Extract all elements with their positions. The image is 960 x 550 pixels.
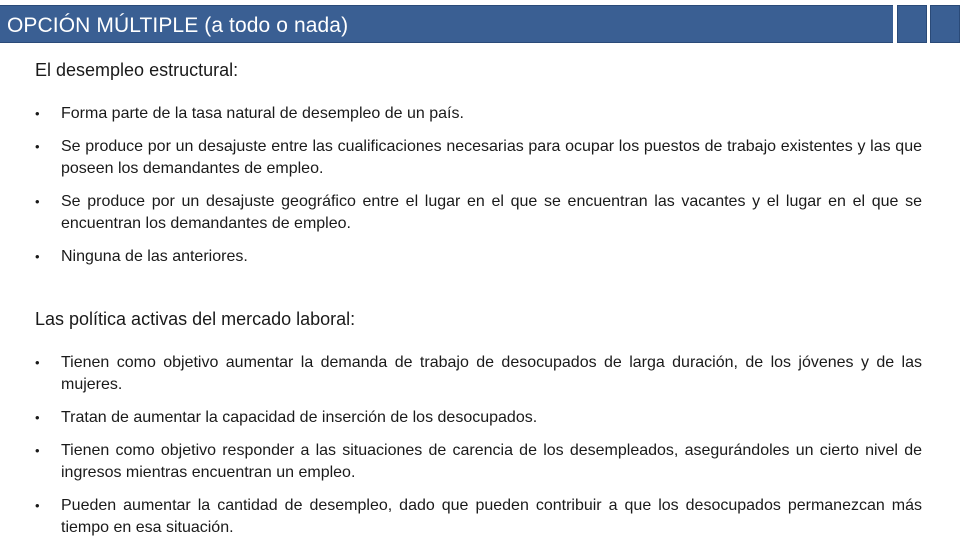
question-2-option-1 xyxy=(35,352,922,396)
header-decor-block-1 xyxy=(897,5,927,43)
bullet: • xyxy=(35,498,40,513)
bullet: • xyxy=(35,194,40,209)
option-text: Pueden aumentar la cantidad de desempleo, dado que pueden contribuir a que los desocupados permanezcan más tiempo en esa situación. xyxy=(61,497,922,536)
question-2-options xyxy=(35,352,922,539)
question-1-option-2 xyxy=(35,136,922,180)
bullet: • xyxy=(35,410,40,425)
question-1-option-1 xyxy=(35,103,922,125)
question-2-title: Las política activas del mercado laboral: xyxy=(35,309,356,329)
bullet: • xyxy=(35,443,40,458)
option-text: Se produce por un desajuste geográfico entre el lugar en el que se encuentran las vacantes y el lugar en el que se encuentran los demandantes de empleo. xyxy=(61,193,922,232)
option-text: Tienen como objetivo responder a las situaciones de carencia de los desempleados, asegurándoles un cierto nivel de ingresos mientras encuentran un empleo. xyxy=(61,442,922,481)
question-2-option-3 xyxy=(35,440,922,484)
option-text: Tienen como objetivo aumentar la demanda de trabajo de desocupados de larga duración, de los jóvenes y de las mujeres. xyxy=(61,354,922,393)
bullet: • xyxy=(35,249,40,264)
option-text: Se produce por un desajuste entre las cualificaciones necesarias para ocupar los puestos de trabajo existentes y las que poseen los demandantes de empleo. xyxy=(61,138,922,177)
option-text: Forma parte de la tasa natural de desempleo de un país. xyxy=(61,105,464,122)
question-2-option-4 xyxy=(35,495,922,539)
question-2 xyxy=(35,308,922,550)
question-1-option-3 xyxy=(35,191,922,235)
question-1-title: El desempleo estructural: xyxy=(35,60,239,80)
option-text: Ninguna de las anteriores. xyxy=(61,248,248,265)
bullet: • xyxy=(35,106,40,121)
bullet: • xyxy=(35,139,40,154)
bullet: • xyxy=(35,355,40,370)
header-decor-block-2 xyxy=(930,5,960,43)
question-1-options xyxy=(35,103,922,268)
page-title: OPCIÓN MÚLTIPLE (a todo o nada) xyxy=(7,14,349,37)
header-bar xyxy=(0,5,893,43)
question-2-option-2 xyxy=(35,407,922,429)
question-1 xyxy=(35,59,922,279)
option-text: Tratan de aumentar la capacidad de inserción de los desocupados. xyxy=(61,409,538,426)
question-1-option-4 xyxy=(35,246,922,268)
